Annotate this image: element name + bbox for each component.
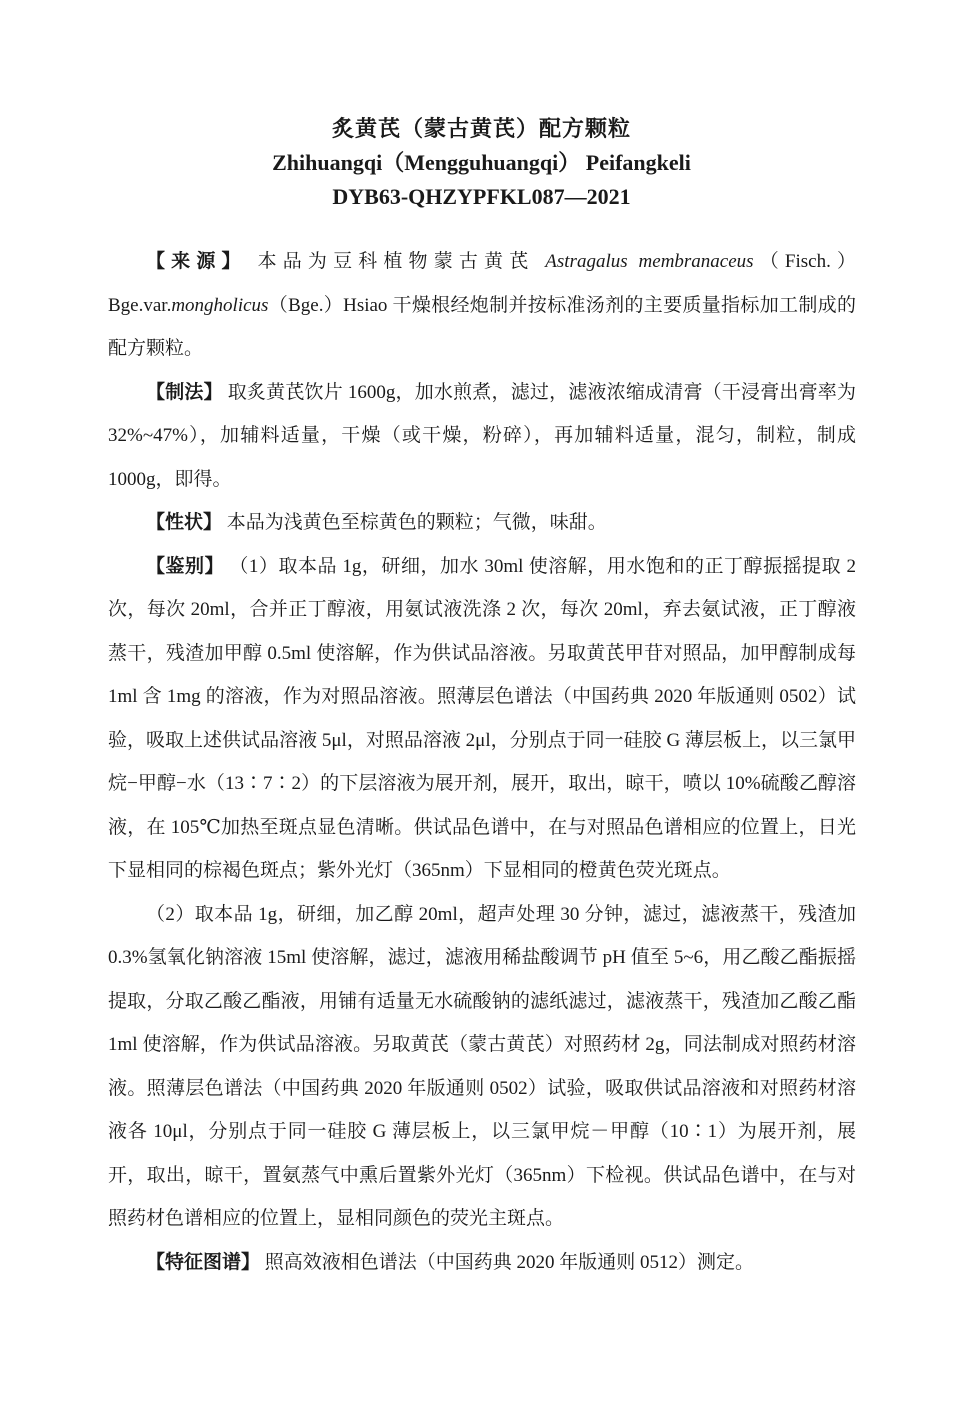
document-body — [108, 240, 856, 1284]
source-latin-genus: Astragalus membranaceus — [545, 251, 754, 272]
title-chinese: 炙黄芪（蒙古黄芪）配方颗粒 — [331, 116, 631, 141]
fingerprint-text: 照高效液相色谱法（中国药典 2020 年版通则 0512）测定。 — [264, 1251, 755, 1273]
section-description — [108, 501, 856, 545]
source-latin-variety: mongholicus — [171, 294, 269, 316]
title-pinyin: Zhihuangqi（Mengguhuangqi） Peifangkeli — [272, 150, 691, 175]
source-text-3: （Bge.）Hsiao 干燥根经炮制并按标准汤剂的主要质量指标加工制成的配方颗粒。 — [108, 294, 856, 359]
source-text-1: 本品为豆科植物蒙古黄芪 — [257, 251, 535, 272]
source-text-2: （Fisch.）Bge.var. — [108, 251, 856, 316]
section-label-fingerprint: 【特征图谱】 — [146, 1251, 261, 1273]
identification-item-1: （1）取本品 1g，研细，加水 30ml 使溶解，用水饱和的正丁醇振摇提取 2 次，每次 20ml，合并正丁醇液，用氨试液洗涤 2 次，每次 20ml，弃去氨试液，正丁醇液蒸干，残渣加甲醇 0.5ml 使溶解，作为供试品溶液。另取黄芪甲苷对照品，加甲醇制成每 1ml 含 1mg 的溶液，作为对照品溶液。照薄层色谱法（中国药典 2020 年版通则 0502）试验，吸取上述供试品溶液 5μl，对照品溶液 2μl，分别点于同一硅胶 G 薄层板上，以三氯甲烷−甲醇−水（13∶7∶2）的下层溶液为展开剂，展开，取出，晾干，喷以 10%硫酸乙醇溶液，在 105℃加热至斑点显色清晰。供试品色谱中，在与对照品色谱相应的位置上，日光下显相同的棕褐色斑点；紫外光灯（365nm）下显相同的橙黄色荧光斑点。 — [108, 555, 856, 881]
section-label-description: 【性状】 — [146, 512, 223, 533]
section-label-source: 【来源】 — [146, 251, 247, 272]
section-fingerprint — [108, 1241, 856, 1285]
document-header — [0, 112, 963, 214]
description-text: 本品为浅黄色至棕黄色的颗粒；气微，味甜。 — [226, 512, 607, 533]
section-preparation — [108, 371, 856, 502]
identification-item-2: （2）取本品 1g，研细，加乙醇 20ml，超声处理 30 分钟，滤过，滤液蒸干，残渣加 0.3%氢氧化钠溶液 15ml 使溶解，滤过，滤液用稀盐酸调节 pH 值至 5~6，用乙酸乙酯振摇提取，分取乙酸乙酯液，用铺有适量无水硫酸钠的滤纸滤过，滤液蒸干，残渣加乙酸乙酯 1ml 使溶解，作为供试品溶液。另取黄芪（蒙古黄芪）对照药材 2g，同法制成对照药材溶液。照薄层色谱法（中国药典 2020 年版通则 0502）试验，吸取供试品溶液和对照药材溶液各 10μl，分别点于同一硅胶 G 薄层板上，以三氯甲烷－甲醇（10∶1）为展开剂，展开，取出，晾干，置氨蒸气中熏后置紫外光灯（365nm）下检视。供试品色谱中，在与对照药材色谱相应的位置上，显相同颜色的荧光主斑点。 — [108, 903, 856, 1229]
section-label-preparation: 【制法】 — [146, 381, 223, 403]
section-source — [108, 240, 856, 371]
section-identification-2 — [108, 893, 856, 1241]
section-identification-1 — [108, 545, 856, 893]
preparation-text: 取炙黄芪饮片 1600g，加水煎煮，滤过，滤液浓缩成清膏（干浸膏出膏率为 32%~47%），加辅料适量，干燥（或干燥，粉碎），再加辅料适量，混匀，制粒，制成 1000g，即得。 — [108, 381, 856, 490]
section-label-identification: 【鉴别】 — [146, 555, 225, 577]
standard-code: DYB63-QHZYPFKL087—2021 — [332, 184, 631, 209]
